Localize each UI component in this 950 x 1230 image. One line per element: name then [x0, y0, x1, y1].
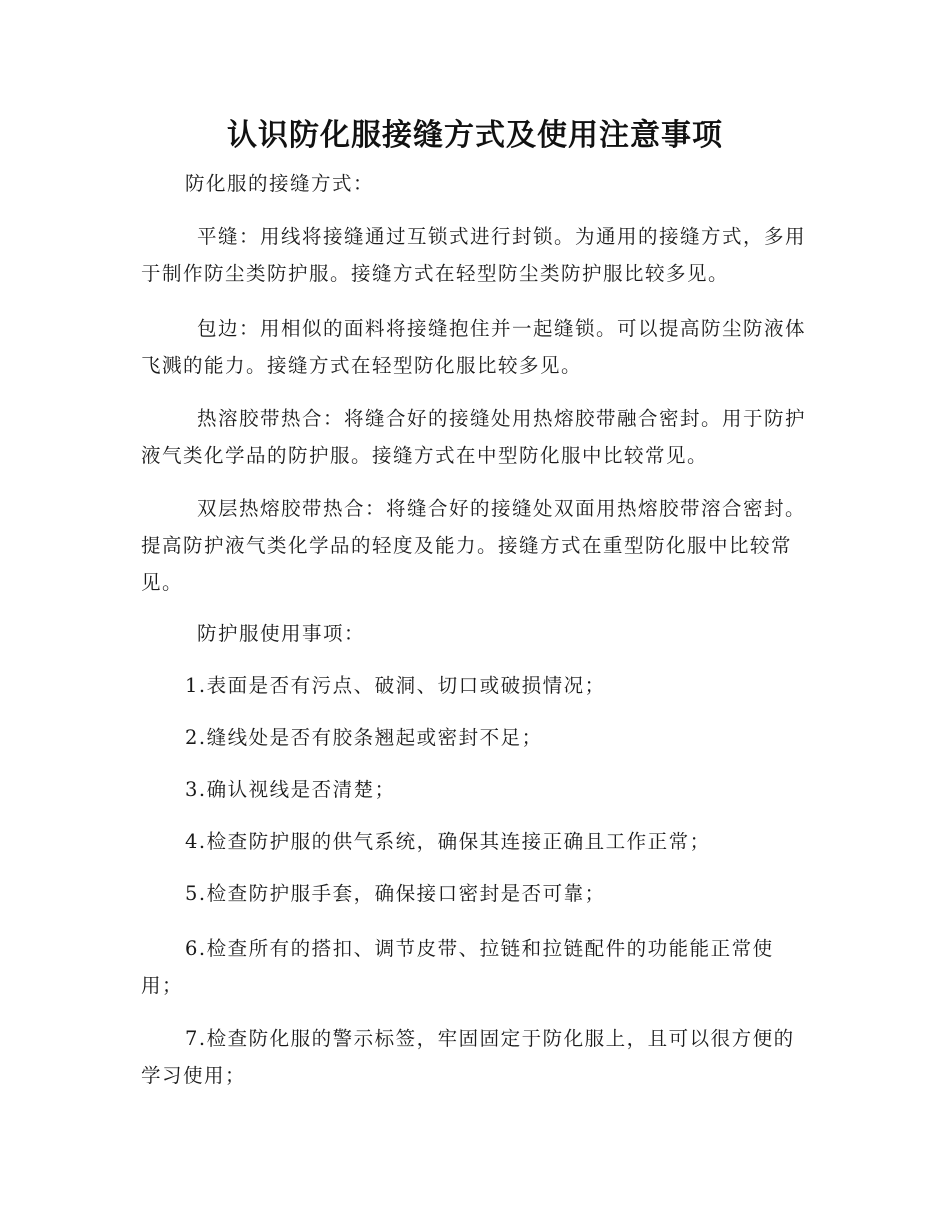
checklist-item: 2.缝线处是否有胶条翘起或密封不足； — [185, 726, 543, 749]
checklist-item: 7.检查防化服的警示标签，牢固固定于防化服上，且可以很方便的学习使用； — [141, 1027, 795, 1087]
seam-method-paragraph: 热溶胶带热合：将缝合好的接缝处用热熔胶带融合密封。用于防护液气类化学品的防护服。接缝方式在中型防化服中比较常见。 — [141, 407, 807, 467]
seam-method-paragraph: 包边：用相似的面料将接缝抱住并一起缝锁。可以提高防尘防液体飞溅的能力。接缝方式在轻型防化服比较多见。 — [141, 317, 807, 377]
checklist-item: 4.检查防护服的供气系统，确保其连接正确且工作正常； — [185, 830, 711, 853]
seam-method-paragraph: 双层热熔胶带热合：将缝合好的接缝处双面用热熔胶带溶合密封。提高防护液气类化学品的轻度及能力。接缝方式在重型防化服中比较常见。 — [141, 497, 807, 594]
checklist-item: 5.检查防护服手套，确保接口密封是否可靠； — [185, 882, 606, 905]
checklist-item: 1.表面是否有污点、破洞、切口或破损情况； — [185, 674, 606, 697]
seam-methods-heading: 防化服的接缝方式： — [185, 172, 375, 195]
checklist-item: 6.检查所有的搭扣、调节皮带、拉链和拉链配件的功能能正常使用； — [141, 937, 774, 997]
checklist-item: 3.确认视线是否清楚； — [185, 778, 396, 801]
usage-notes-heading: 防护服使用事项： — [197, 622, 366, 645]
document-title: 认识防化服接缝方式及使用注意事项 — [227, 118, 723, 153]
seam-method-paragraph: 平缝：用线将接缝通过互锁式进行封锁。为通用的接缝方式，多用于制作防尘类防护服。接缝方式在轻型防尘类防护服比较多见。 — [141, 225, 807, 285]
